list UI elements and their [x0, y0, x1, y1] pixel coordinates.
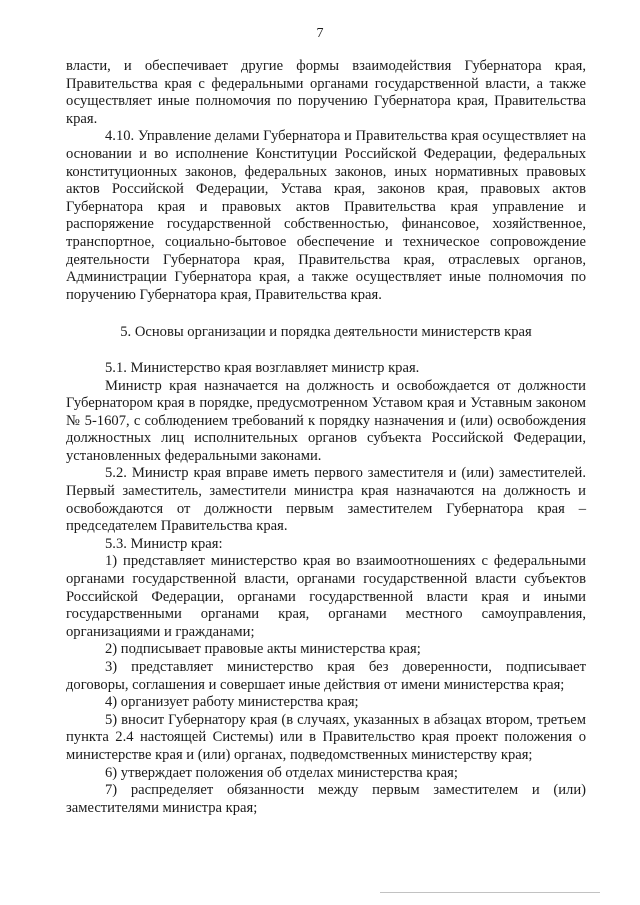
- list-item-6: 6) утверждает положения об отделах министерства края;: [105, 764, 458, 781]
- section-heading-5: 5. Основы организации и порядка деятельности министерств края: [120, 324, 532, 341]
- list-item-7: 7) распределяет обязанности между первым заместителем и (или) заместителями министра края;: [66, 782, 586, 816]
- page-number: 7: [316, 26, 324, 41]
- paragraph-5-1: 5.1. Министерство края возглавляет министр края.: [105, 359, 420, 376]
- paragraph-5-2: 5.2. Министр края вправе иметь первого заместителя и (или) заместителей. Первый заместитель, заместители министра края назначаются на должность и освобождаются от должности первым заместителем Губернатора края – председателем Правительства края.: [66, 465, 586, 535]
- list-item-1: 1) представляет министерство края во взаимоотношениях с федеральными органами государственной власти, органами государственной власти субъектов Российской Федерации, органами государственной власти края и иными государственными органами края, органами местного самоуправления, организациями и гражданами;: [66, 553, 586, 640]
- footer-divider: [380, 892, 600, 893]
- paragraph-minister-appointment: Министр края назначается на должность и освобождается от должности Губернатором края в порядке, предусмотренном Уставом края и Уставным законом № 5-1607, с соблюдением требований к порядку назначения и (или) освобождения должностных лиц исполнительных органов субъекта Российской Федерации, установленных федеральными законами.: [66, 377, 586, 464]
- list-item-5: 5) вносит Губернатору края (в случаях, указанных в абзацах втором, третьем пункта 2.4 настоящей Системы) или в Правительство края проект положения о министерстве края и (или) органах, подведомственных министерству края;: [66, 711, 586, 763]
- list-item-4: 4) организует работу министерства края;: [105, 694, 359, 711]
- paragraph-5-3: 5.3. Министр края:: [105, 535, 223, 552]
- paragraph-continuation: власти, и обеспечивает другие формы взаимодействия Губернатора края, Правительства края с федеральными органами государственной власти, а также осуществляет иные полномочия по поручению Губернатора края, Правительства края.: [66, 58, 586, 127]
- document-body: [66, 58, 586, 817]
- paragraph-4-10: 4.10. Управление делами Губернатора и Правительства края осуществляет на основании и во исполнение Конституции Российской Федерации, федеральных конституционных законов, федеральных законов, иных нормативных правовых актов Российской Федерации, Устава края, законов края, правовых актов Губернатора края и правовых актов Правительства края управление и распоряжение государственной собственностью, финансовое, хозяйственное, транспортное, социально-бытовое обеспечение и техническое сопровождение деятельности Губернатора края, Правительства края, отраслевых органов, Администрации Губернатора края, а также осуществляет иные полномочия по поручению Губернатора края, Правительства края.: [66, 128, 586, 303]
- list-item-3: 3) представляет министерство края без доверенности, подписывает договоры, соглашения и совершает иные действия от имени министерства края;: [66, 659, 586, 693]
- list-item-2: 2) подписывает правовые акты министерства края;: [105, 641, 421, 658]
